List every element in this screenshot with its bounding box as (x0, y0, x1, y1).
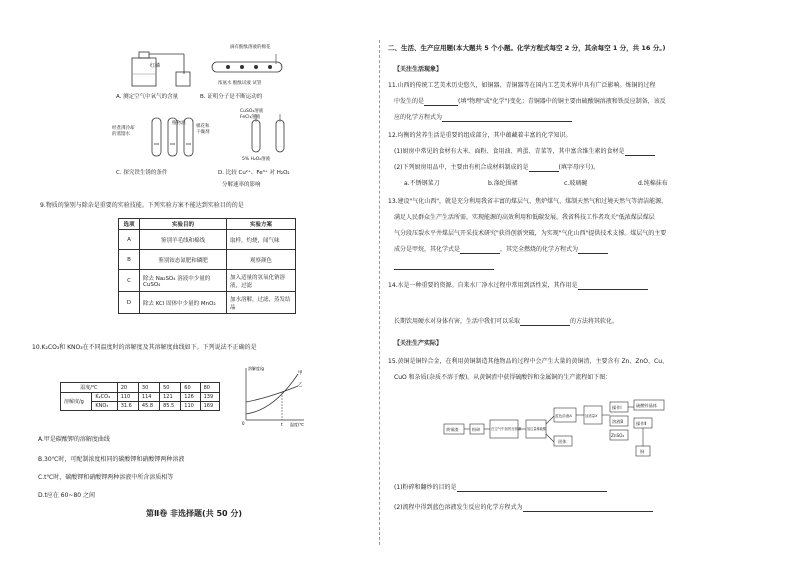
figure-c-label-2: 植物油 (172, 121, 186, 126)
section-title: 二、生活、生产应用题(本大题共 5 个小题。化学方程式每空 2 分，其余每空 1 分，共 16 分。) (388, 44, 666, 52)
figure-c-apparatus (140, 114, 200, 164)
flow-node-7: 固体 (558, 439, 567, 444)
figure-d-caption: D. 比较 Cu²⁺、Fe³⁺ 对 H₂O₂ (218, 170, 290, 176)
q12-option-b: b.涤纶围裙 (488, 180, 518, 187)
answer-blank[interactable] (460, 247, 500, 254)
part-2-title: 第Ⅱ卷 非选择题(共 50 分) (146, 509, 243, 518)
column-divider (379, 40, 380, 545)
q14-line-2: 长期饮用硬水对身体有害，生活中我们可以采取 的方法将其软化。 (394, 318, 619, 325)
q15-line-1: 15.黄铜是铜锌合金，在利用黄铜制造其他物品的过程中会产生大量的黄铜渣，主要含有 Zn、ZnO、Cu、 (388, 358, 668, 365)
production-flow-chart (442, 396, 672, 470)
question-9-text: 9.物质的鉴别与除杂是重要的实验技能。下列实验方案不能达到实验目的的是 (40, 202, 244, 209)
q13-line-5 (394, 262, 494, 270)
question-10-option-c: C.t℃时，碳酸钾和硝酸钾两种溶液中所含溶质相等 (38, 474, 174, 481)
answer-blank[interactable] (523, 505, 653, 512)
flow-node-13: 硫酸锌晶体 (636, 403, 657, 408)
figure-d-caption-2: 分解速率的影响 (222, 182, 261, 188)
figure-d-label-1: CuSO₄溶液 (240, 109, 264, 114)
figure-d-label-2: FeCl₃溶液 (240, 115, 261, 120)
answer-blank[interactable] (442, 115, 572, 122)
figure-a-caption: A. 测定空气中氧气的含量 (116, 94, 179, 100)
question-9-table (118, 218, 296, 314)
q12-line-1: 12.均衡的营养生活是重要的组成部分，其中蕴藏着丰富的化学知识。 (388, 132, 572, 139)
graph-xlabel: 温度/℃ (290, 422, 304, 427)
figure-d-label-3: 5% H₂O₂溶液 (242, 157, 271, 162)
flow-node-2: 粉碎 (472, 427, 481, 432)
figure-b-caption: B. 证明分子是不断运动的 (200, 94, 263, 100)
flow-node-9: 溶液B (612, 419, 624, 424)
solubility-curve-graph (238, 362, 308, 428)
subsection-production: 【关注生产实际】 (394, 340, 443, 347)
q12-option-c: c.玻璃碗 (564, 180, 588, 187)
graph-curve-1: 甲 (298, 371, 303, 376)
q15-line-2: CuO 和杂质(杂质不溶于酸)。从黄铜渣中获得硫酸锌和金属铜的生产流程如下图： (394, 374, 612, 381)
figure-c-label-3: 棉花和干燥剂 (196, 124, 210, 135)
q11-line-3: 应的化学方程式为 (394, 114, 572, 122)
graph-t-label: t (281, 422, 283, 427)
figure-b-apparatus (208, 54, 288, 80)
table-row: B 鉴别铵态氮肥和磷肥 观察颜色 (119, 250, 296, 270)
q14-line-1: 14.水是一种重要的资源。自来水厂净水过程中常用到活性炭，其作用是 (388, 282, 648, 290)
graph-curve-2: 乙 (298, 383, 303, 388)
table-header: 实验方案 (227, 219, 296, 230)
subsection-life: 【关注生活现象】 (394, 66, 443, 73)
figure-a-label: 红磷 (150, 63, 161, 69)
flow-node-8: 操作Ⅰ (612, 405, 622, 410)
figure-b-label-top: 滴有酚酞溶液的棉花 (230, 45, 271, 50)
table-row: D 除去 KCl 固体中少量的 MnO₂ 加水溶解，过滤，蒸发结晶 (119, 292, 296, 314)
figure-c-label-1: 经煮沸冷却的蒸馏水 (112, 126, 135, 137)
answer-blank[interactable] (625, 149, 655, 156)
flow-node-3: 在空气中加热至恒重 (491, 427, 522, 431)
question-10-option-a: A.甲是碳酸钾的溶解度曲线 (38, 436, 110, 443)
table-row: C 除去 Na₂SO₄ 溶液中少量的 CuSO₄ 加入适量的氢氧化钠溶液，过滤 (119, 270, 296, 292)
answer-blank[interactable] (578, 247, 608, 254)
table-row: A 鉴别羊毛线和棉线 取样，灼烧，闻气味 (119, 230, 296, 250)
q13-line-1: 13.建设"气化山西"，就是充分利用我省丰富的煤层气、焦炉煤气、煤制天然气和过境天然气等清洁能源， (388, 198, 668, 205)
answer-blank[interactable] (578, 283, 648, 290)
q12-line-3: (2)下列厨房用品中，主要由有机合成材料制成的是 (填字母序号)。 (394, 164, 600, 171)
q12-option-d: d.纯棉抹布 (638, 180, 668, 187)
answer-blank[interactable] (520, 319, 570, 326)
graph-origin: 0 (242, 421, 245, 426)
q13-line-2: 满足人民群众生产生活所需，实现能源的高效利用和低碳发展。我省科技工作者攻关"低浓煤层煤层 (394, 214, 655, 221)
flow-node-1: 黄铜渣 (446, 427, 459, 432)
table-header: 选项 (119, 219, 140, 230)
answer-blank[interactable] (457, 485, 607, 492)
figure-b-label-bottom: 浓氨水 酚酞试液 试管 (218, 81, 262, 86)
question-10-option-b: B.30℃时，可配制浓度相同的碳酸钾和硝酸钾两种溶液 (38, 456, 185, 463)
figure-c-caption: C. 探究铁生锈的条件 (116, 170, 168, 176)
q12-option-a: a.不锈钢菜刀 (404, 180, 440, 187)
q15-sub-1: (1)粉碎和翻炒的目的是 (394, 484, 607, 492)
answer-blank[interactable] (529, 165, 559, 172)
flow-node-11: 操作Ⅱ (636, 421, 647, 426)
question-10-table: 温度/℃ 20 30 50 60 80 溶解度/g K₂CO₃ 110 114 121 126 139 KNO₃ 31.6 45.8 85.5 110 169 (60, 382, 220, 411)
flow-node-6: 加适量X (585, 414, 598, 418)
flow-node-10: ZnSO₄ (611, 433, 625, 438)
answer-blank[interactable] (394, 263, 494, 270)
q11-line-2: 中发生的是 (填"物理"或"化学")变化；青铜器中的铜主要由硫酸铜溶液和铁反应制备，该反 (394, 98, 666, 105)
q13-line-4: 成分是甲烷，其化学式是 ，其完全燃烧的化学方程式为 (394, 246, 608, 254)
flow-node-4: 加过量稀硫酸 (527, 427, 547, 431)
flow-node-12: 铜 (640, 449, 645, 454)
question-10-text: 10.K₂CO₃和 KNO₃在不同温度时的溶解度及其溶解度曲线如下。下列说法不正确的是 (32, 344, 257, 351)
answer-blank[interactable] (424, 99, 458, 106)
table-header: 实验目的 (140, 219, 227, 230)
q13-line-3: 气分段压裂水平井煤层气开采技术研究"获得创新突破，为实现"气化山西"提供技术支撑。煤层气的主要 (394, 230, 667, 237)
q15-sub-2: (2)流程中得到蓝色溶液发生反应的化学方程式为 (394, 504, 653, 512)
flow-node-5: 蓝色溶液A (555, 414, 572, 418)
q11-line-1: 11.山西的传统工艺美术历史悠久，如铜器、青铜器等在国内工艺美术界中具有广泛影响。炼铜的过程 (388, 82, 656, 89)
question-10-option-d: D.t应在 60~80 之间 (38, 492, 95, 499)
q12-line-2: (1)厨房中常见的食材有大米、面粉、食用油、鸡蛋、青菜等，其中富含维生素的食材是 (394, 148, 655, 156)
graph-ylabel: 溶解度/g (248, 366, 264, 371)
